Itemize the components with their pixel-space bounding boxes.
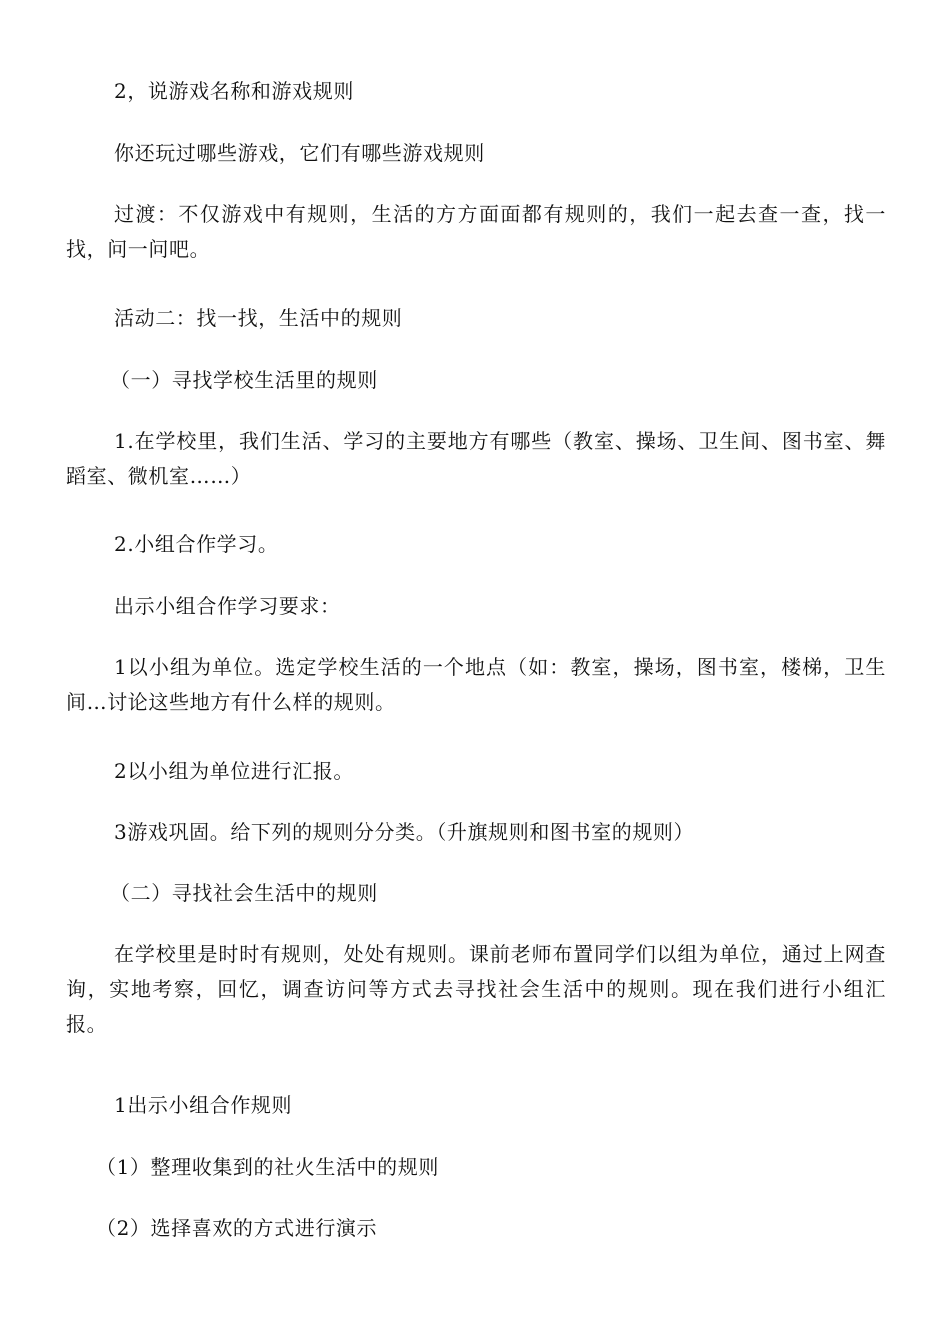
paragraph-game-rules-heading: 2，说游戏名称和游戏规则 bbox=[114, 79, 354, 103]
paragraph-social-rules-intro: 在学校里是时时有规则，处处有规则。课前老师布置同学们以组为单位，通过上网查询，实地考察，回忆，调查访问等方式去寻找社会生活中的规则。现在我们进行小组汇报。 bbox=[66, 942, 886, 1036]
paragraph-other-games-question: 你还玩过哪些游戏，它们有哪些游戏规则 bbox=[114, 141, 485, 165]
paragraph-requirement-one: 1以小组为单位。选定学校生活的一个地点（如：教室，操场，图书室，楼梯，卫生间…讨论这些地方有什么样的规则。 bbox=[66, 655, 886, 714]
paragraph-group-rules-title: 1出示小组合作规则 bbox=[114, 1093, 293, 1117]
paragraph-section-one-title: （一）寻找学校生活里的规则 bbox=[110, 368, 378, 392]
paragraph-school-places: 1.在学校里，我们生活、学习的主要地方有哪些（教室、操场、卫生间、图书室、舞蹈室、微机室……） bbox=[66, 429, 886, 488]
paragraph-transition: 过渡：不仅游戏中有规则，生活的方方面面都有规则的，我们一起去查一查，找一找，问一问吧。 bbox=[66, 202, 886, 261]
paragraph-requirement-two: 2以小组为单位进行汇报。 bbox=[114, 759, 354, 783]
paragraph-rule-item-two: （2）选择喜欢的方式进行演示 bbox=[96, 1216, 378, 1240]
paragraph-rule-item-one: （1）整理收集到的社火生活中的规则 bbox=[96, 1155, 439, 1179]
paragraph-group-requirements-title: 出示小组合作学习要求： bbox=[114, 594, 341, 618]
paragraph-requirement-three: 3游戏巩固。给下列的规则分分类。（升旗规则和图书室的规则） bbox=[114, 820, 695, 844]
paragraph-section-two-title: （二）寻找社会生活中的规则 bbox=[110, 881, 378, 905]
paragraph-group-learning: 2.小组合作学习。 bbox=[114, 532, 279, 556]
paragraph-activity-two-title: 活动二：找一找，生活中的规则 bbox=[114, 306, 403, 330]
